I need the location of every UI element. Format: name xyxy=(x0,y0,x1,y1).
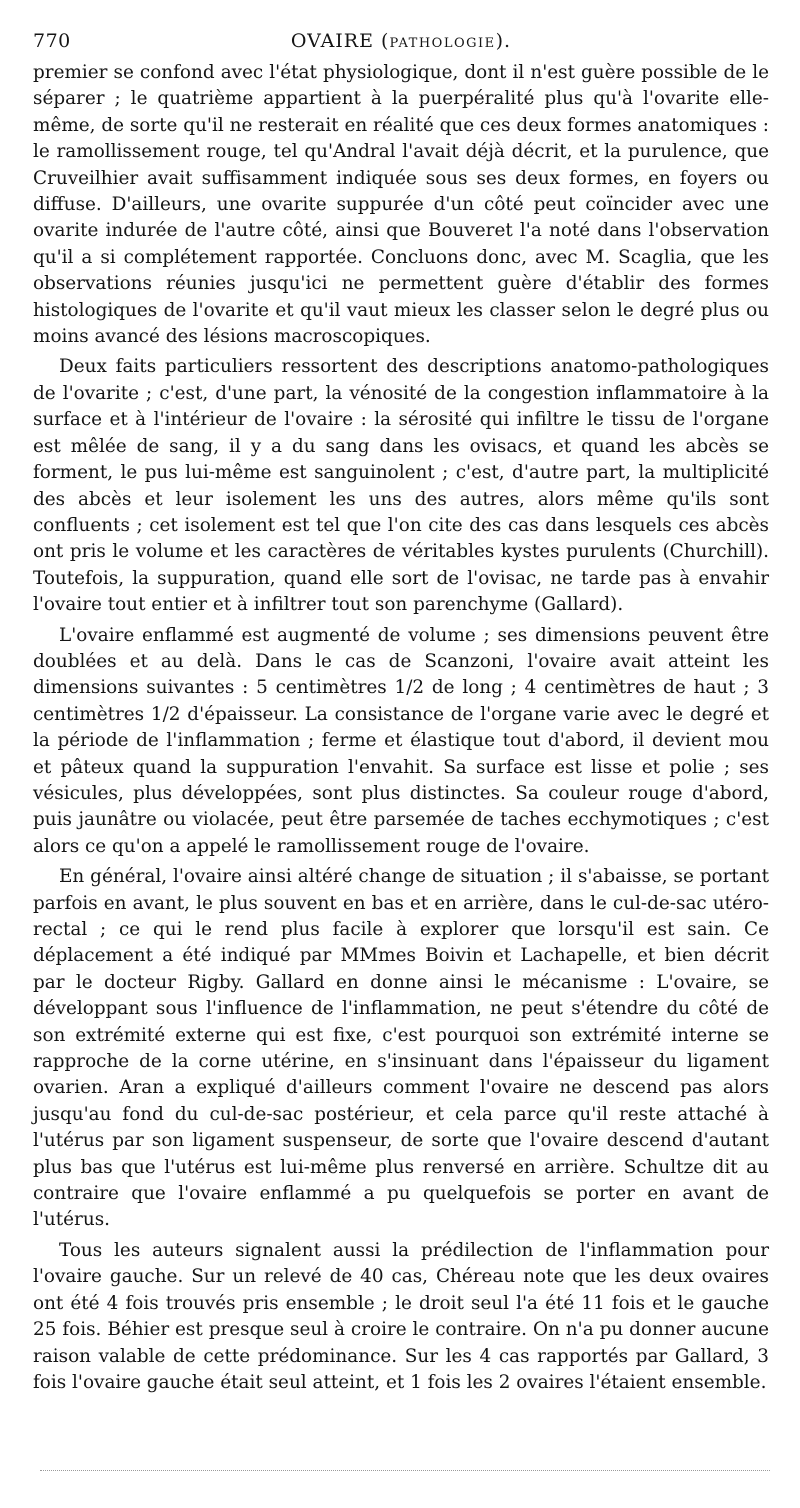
section-close: ). xyxy=(495,30,512,52)
section-open: ( xyxy=(381,30,390,52)
section-name: PATHOLOGIE xyxy=(389,36,496,51)
paragraph-continued: premier se confond avec l'état physiologique, dont il n'est guère possible de le séparer ; le quatrième appartient à la puerpéralité plus qu'à l'ovarite elle-même, de sorte qu'il ne resterait en réalité que ces deux formes anatomiques : le ramollissement rouge, tel qu'Andral l'avait déjà décrit, et la purulence, que Cruveilhier avait suffisamment indiquée sous ses deux formes, en foyers ou diffuse. D'ailleurs, une ovarite suppurée d'un côté peut coïncider avec une ovarite indurée de l'autre côté, ainsi que Bouveret l'a noté dans l'observation qu'il a si complétement rapportée. Concluons donc, avec M. Scaglia, que les observations réunies jusqu'ici ne permettent guère d'établir des formes histologiques de l'ovarite et qu'il vaut mieux les classer selon le degré plus ou moins avancé des lésions macroscopiques. xyxy=(33,62,769,348)
paragraph: Deux faits particuliers ressortent des descriptions anatomo-pathologiques de l'ovarite ; c'est, d'une part, la vénosité de la congestion inflammatoire à la surface et à l'intérieur de l'ovaire : la sérosité qui infiltre le tissu de l'organe est mêlée de sang, il y a du sang dans les ovisacs, et quand les abcès se forment, le pus lui-même est sanguinolent ; c'est, d'autre part, la multiplicité des abcès et leur isolement les uns des autres, alors même qu'ils sont confluents ; cet isolement est tel que l'on cite des cas dans lesquels ces abcès ont pris le volume et les caractères de véritables kystes purulents (Churchill). Toutefois, la suppuration, quand elle sort de l'ovisac, ne tarde pas à envahir l'ovaire tout entier et à infiltrer tout son parenchyme (Gallard). xyxy=(33,356,769,616)
running-title-word: OVAIRE xyxy=(290,30,374,52)
running-head xyxy=(33,30,769,60)
paragraph: En général, l'ovaire ainsi altéré change de situation ; il s'abaisse, se portant parfois en avant, le plus souvent en bas et en arrière, dans le cul-de-sac utéro-rectal ; ce qui le rend plus facile à explorer que lorsqu'il est sain. Ce déplacement a été indiqué par MMmes Boivin et Lachapelle, et bien décrit par le docteur Rigby. Gallard en donne ainsi le mécanisme : L'ovaire, se développant sous l'influence de l'inflammation, ne peut s'étendre du côté de son extrémité externe qui est fixe, c'est pourquoi son extrémité interne se rapproche de la corne utérine, en s'insinuant dans l'épaisseur du ligament ovarien. Aran a expliqué d'ailleurs comment l'ovaire ne descend pas alors jusqu'au fond du cul-de-sac postérieur, et cela parce qu'il reste attaché à l'utérus par son ligament suspenseur, de sorte que l'ovaire descend d'autant plus bas que l'utérus est lui-même plus renversé en arrière. Schultze dit au contraire que l'ovaire enflammé a pu quelquefois se porter en avant de l'utérus. xyxy=(33,866,769,1231)
paragraph: L'ovaire enflammé est augmenté de volume ; ses dimensions peuvent être doublées et au delà. Dans le cas de Scanzoni, l'ovaire avait atteint les dimensions suivantes : 5 centimètres 1/2 de long ; 4 centimètres de haut ; 3 centimètres 1/2 d'épaisseur. La consistance de l'organe varie avec le degré et la période de l'inflammation ; ferme et élastique tout d'abord, il devient mou et pâteux quand la suppuration l'envahit. Sa surface est lisse et polie ; ses vésicules, plus développées, sont plus distinctes. Sa couleur rouge d'abord, puis jaunâtre ou violacée, peut être parsemée de taches ecchymotiques ; c'est alors ce qu'on a appelé le ramollissement rouge de l'ovaire. xyxy=(33,624,769,857)
page xyxy=(33,30,769,1400)
paragraph: Tous les auteurs signalent aussi la prédilection de l'inflammation pour l'ovaire gauche. Sur un relevé de 40 cas, Chéreau note que les deux ovaires ont été 4 fois trouvés pris ensemble ; le droit seul l'a été 11 fois et le gauche 25 fois. Béhier est presque seul à croire le contraire. On n'a pu donner aucune raison valable de cette prédominance. Sur les 4 cas rapportés par Gallard, 3 fois l'ovaire gauche était seul atteint, et 1 fois les 2 ovaires l'étaient ensemble. xyxy=(33,1239,769,1393)
bottom-dotted-rule xyxy=(40,1470,770,1471)
body-text xyxy=(33,60,769,1396)
running-title xyxy=(33,30,769,52)
page-number: 770 xyxy=(33,30,71,52)
